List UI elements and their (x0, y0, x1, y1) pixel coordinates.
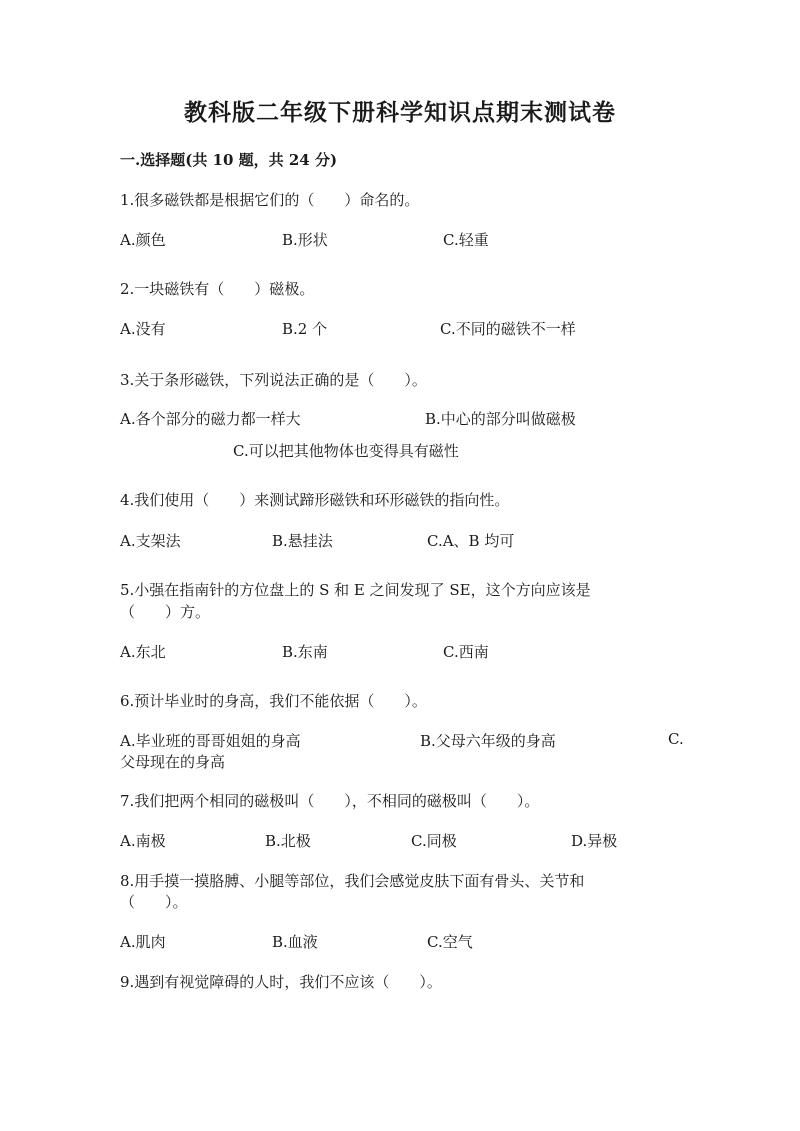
q4-option-c: C.A、B 均可 (427, 532, 515, 550)
page-title: 教科版二年级下册科学知识点期末测试卷 (184, 99, 616, 126)
q1-option-a: A.颜色 (120, 231, 166, 249)
q8-option-b: B.血液 (272, 933, 318, 951)
q4-option-a: A.支架法 (120, 532, 181, 550)
question-9: 9.遇到有视觉障碍的人时，我们不应该（ ）。 (120, 973, 442, 991)
q7-option-a: A.南极 (120, 832, 166, 850)
q6-option-a: A.毕业班的哥哥姐姐的身高 (120, 732, 301, 750)
q3-option-b: B.中心的部分叫做磁极 (425, 410, 576, 428)
q7-option-b: B.北极 (265, 832, 311, 850)
question-1: 1.很多磁铁都是根据它们的（ ）命名的。 (120, 191, 420, 209)
section-heading: 一.选择题(共 10 题，共 24 分) (120, 151, 338, 169)
question-2: 2.一块磁铁有（ ）磁极。 (120, 280, 315, 298)
q5-option-b: B.东南 (282, 643, 328, 661)
q1-option-b: B.形状 (282, 231, 328, 249)
q3-option-a: A.各个部分的磁力都一样大 (120, 410, 301, 428)
question-3: 3.关于条形磁铁，下列说法正确的是（ ）。 (120, 371, 427, 389)
q3-option-c: C.可以把其他物体也变得具有磁性 (233, 442, 459, 460)
question-7: 7.我们把两个相同的磁极叫（ ），不相同的磁极叫（ ）。 (120, 792, 540, 810)
question-5: 5.小强在指南针的方位盘上的 S 和 E 之间发现了 SE，这个方向应该是 (120, 581, 591, 599)
q5-option-a: A.东北 (120, 643, 166, 661)
question-4: 4.我们使用（ ）来测试蹄形磁铁和环形磁铁的指向性。 (120, 491, 510, 509)
q2-option-a: A.没有 (120, 320, 166, 338)
q6-option-c-text: 父母现在的身高 (120, 753, 226, 771)
q4-option-b: B.悬挂法 (272, 532, 333, 550)
q2-option-b: B.2 个 (282, 320, 328, 338)
q7-option-c: C.同极 (411, 832, 457, 850)
q6-option-c: C. (668, 730, 684, 748)
q8-option-a: A.肌肉 (120, 933, 166, 951)
question-8: 8.用手摸一摸胳膊、小腿等部位，我们会感觉皮肤下面有骨头、关节和 (120, 872, 585, 890)
question-5-continuation: （ ）方。 (120, 603, 211, 621)
q8-option-c: C.空气 (427, 933, 473, 951)
q5-option-c: C.西南 (443, 643, 489, 661)
q2-option-c: C.不同的磁铁不一样 (440, 320, 576, 338)
q1-option-c: C.轻重 (443, 231, 489, 249)
q7-option-d: D.异极 (571, 832, 618, 850)
q6-option-b: B.父母六年级的身高 (420, 732, 556, 750)
question-6: 6.预计毕业时的身高，我们不能依据（ ）。 (120, 692, 427, 710)
question-8-continuation: （ ）。 (120, 893, 188, 911)
